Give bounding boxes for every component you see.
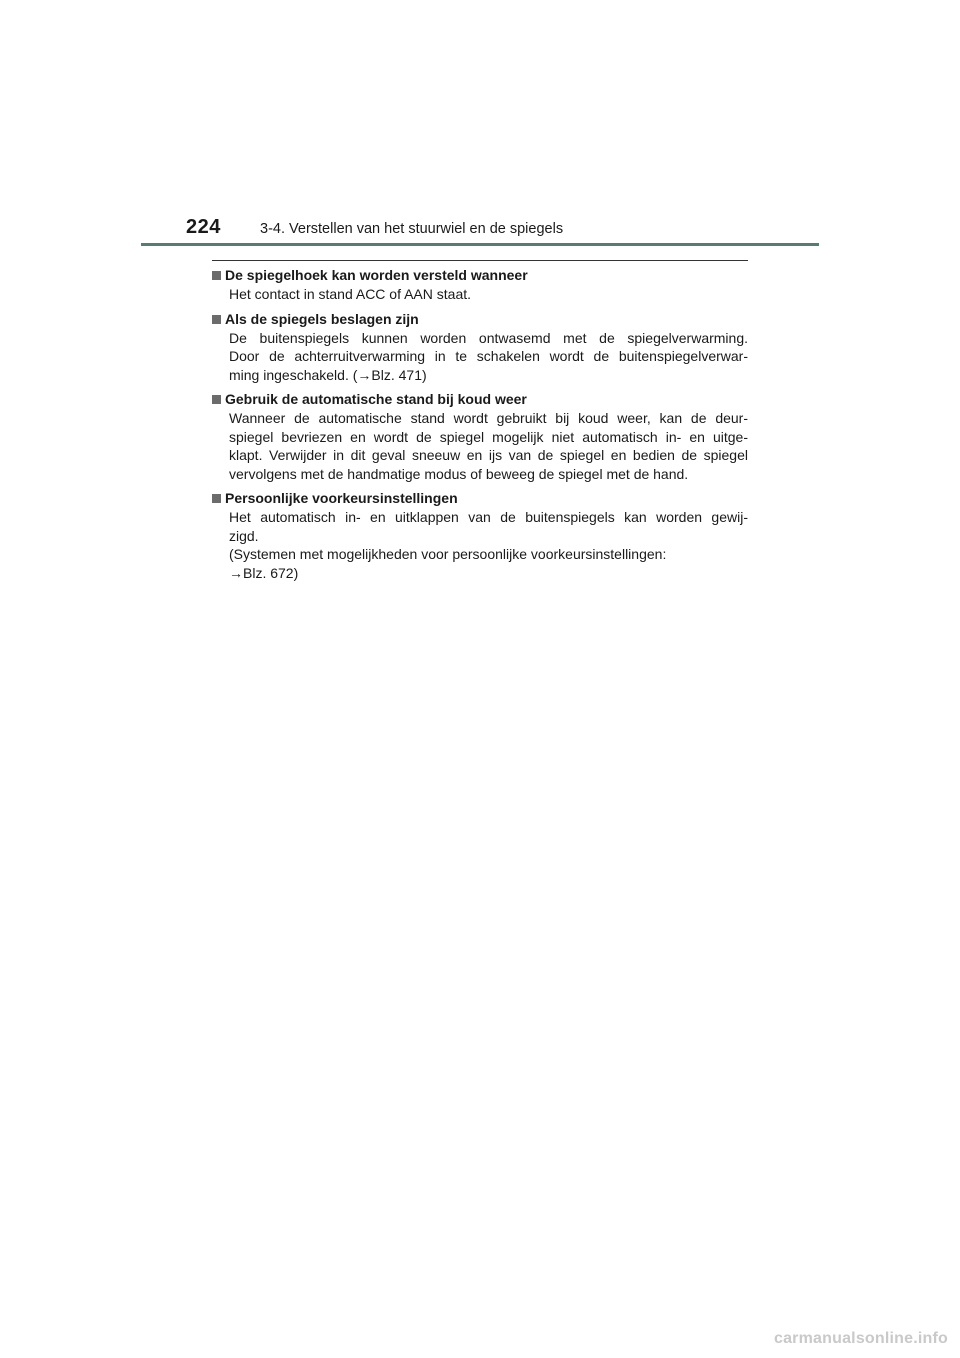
- body-line: Door de achterruitverwarming in te schakelen wordt de buitenspiegelverwar-: [229, 348, 748, 364]
- section-title: 3-4. Verstellen van het stuurwiel en de spiegels: [260, 221, 564, 237]
- item-heading-text: Persoonlijke voorkeursinstellingen: [225, 490, 458, 506]
- list-item: [212, 266, 748, 304]
- body-line: Wanneer de automatische stand wordt gebruikt bij koud weer, kan de deur-: [229, 410, 748, 426]
- item-body: [212, 285, 748, 304]
- item-heading: [212, 489, 748, 508]
- body-line: →Blz. 672): [229, 564, 299, 581]
- list-item: [212, 489, 748, 582]
- square-bullet-icon: [212, 395, 221, 404]
- square-bullet-icon: [212, 315, 221, 324]
- content-divider: [212, 260, 748, 261]
- body-line: vervolgens met de handmatige modus of beweeg de spiegel met de hand.: [229, 465, 689, 482]
- square-bullet-icon: [212, 271, 221, 280]
- watermark-logo: carmanualsonline.info: [773, 1330, 948, 1347]
- page-number: 224: [186, 216, 221, 238]
- item-heading: [212, 310, 748, 329]
- body-line: spiegel bevriezen en wordt de spiegel mogelijk niet automatisch in- en uitge-: [229, 428, 748, 445]
- item-body: [212, 508, 748, 582]
- page-header: [0, 0, 960, 248]
- item-heading: [212, 266, 748, 285]
- body-line: Het contact in stand ACC of AAN staat.: [229, 286, 472, 302]
- item-body: [212, 329, 748, 385]
- item-heading-text: Gebruik de automatische stand bij koud weer: [225, 391, 527, 407]
- body-line: klapt. Verwijder in dit geval sneeuw en ijs van de spiegel en bedien de spiegel: [229, 447, 748, 463]
- square-bullet-icon: [212, 494, 221, 503]
- item-body: [212, 409, 748, 483]
- list-item: [212, 310, 748, 385]
- body-line: De buitenspiegels kunnen worden ontwasemd met de spiegelverwarming.: [229, 329, 748, 346]
- body-line: zigd.: [229, 527, 259, 544]
- content-body: [212, 266, 748, 588]
- item-heading-text: De spiegelhoek kan worden versteld wanneer: [225, 267, 528, 283]
- body-line: ming ingeschakeld. (→Blz. 471): [229, 366, 427, 383]
- header-divider: [141, 243, 819, 246]
- item-heading: [212, 390, 748, 409]
- list-item: [212, 390, 748, 483]
- item-heading-text: Als de spiegels beslagen zijn: [225, 310, 419, 327]
- body-line: (Systemen met mogelijkheden voor persoonlijke voorkeursinstellingen:: [229, 546, 667, 562]
- body-line: Het automatisch in- en uitklappen van de buitenspiegels kan worden gewij-: [229, 509, 748, 525]
